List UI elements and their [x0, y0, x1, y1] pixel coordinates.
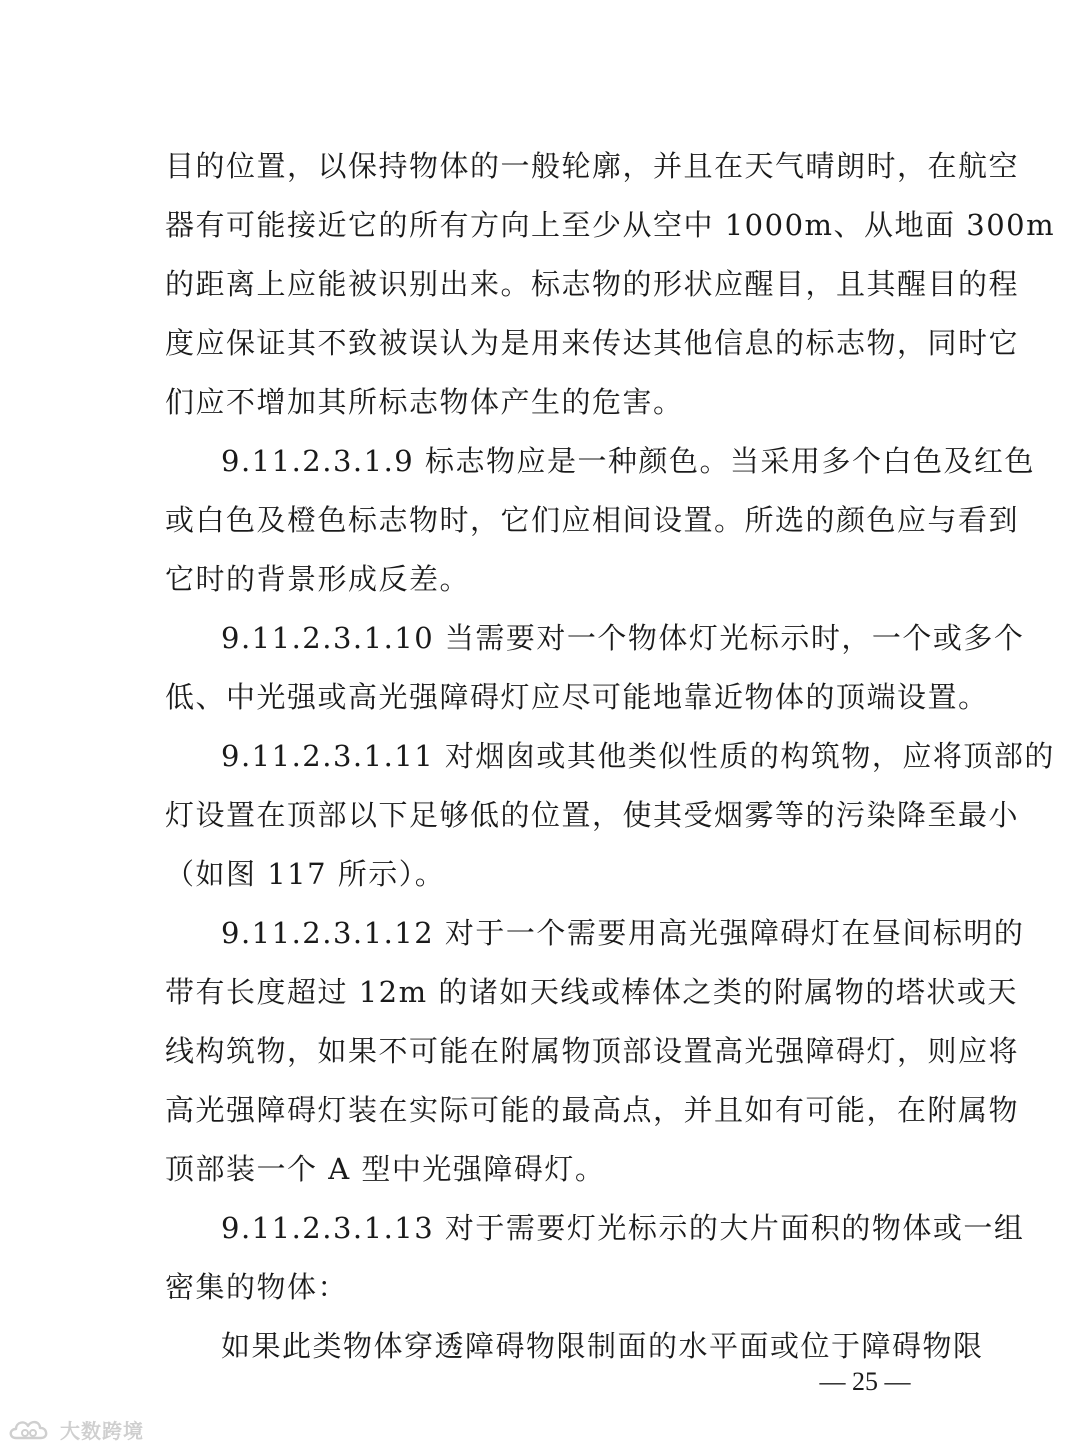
text-line: 们应不增加其所标志物体产生的危害。 [165, 385, 684, 419]
paragraph [165, 432, 1035, 609]
paragraph [165, 137, 1056, 432]
paragraph [165, 1199, 1025, 1317]
text-line: 带有长度超过 12m 的诸如天线或棒体之类的附属物的塔状或天 [165, 975, 1018, 1009]
paragraph [165, 727, 1055, 904]
paragraph [165, 609, 1025, 727]
text-line: 目的位置，以保持物体的一般轮廓，并且在天气晴朗时，在航空 [165, 149, 1020, 183]
text-line: 9.11.2.3.1.13 对于需要灯光标示的大片面积的物体或一组 [221, 1211, 1025, 1245]
text-line: 9.11.2.3.1.11 对烟囱或其他类似性质的构筑物，应将顶部的 [221, 739, 1055, 773]
text-line: 9.11.2.3.1.10 当需要对一个物体灯光标示时，一个或多个 [221, 621, 1025, 655]
body-text [165, 137, 1056, 1376]
text-line: 线构筑物，如果不可能在附属物顶部设置高光强障碍灯，则应将 [165, 1034, 1020, 1068]
text-line: 低、中光强或高光强障碍灯应尽可能地靠近物体的顶端设置。 [165, 680, 989, 714]
text-line: 9.11.2.3.1.12 对于一个需要用高光强障碍灯在昼间标明的 [221, 916, 1025, 950]
text-line: 9.11.2.3.1.9 标志物应是一种颜色。当采用多个白色及红色 [221, 444, 1035, 478]
cloud-logo-icon [6, 1414, 58, 1444]
text-line: 或白色及橙色标志物时，它们应相间设置。所选的颜色应与看到 [165, 503, 1020, 537]
text-line: （如图 117 所示）。 [165, 857, 446, 891]
paragraph [165, 904, 1025, 1199]
text-line: 如果此类物体穿透障碍物限制面的水平面或位于障碍物限 [221, 1329, 984, 1363]
text-line: 密集的物体： [165, 1270, 349, 1304]
watermark [6, 1410, 144, 1448]
text-line: 灯设置在顶部以下足够低的位置，使其受烟雾等的污染降至最小 [165, 798, 1020, 832]
text-line: 高光强障碍灯装在实际可能的最高点，并且如有可能，在附属物 [165, 1093, 1020, 1127]
text-line: 器有可能接近它的所有方向上至少从空中 1000m、从地面 300m [165, 208, 1056, 242]
watermark-text: 大数跨境 [60, 1418, 144, 1443]
page-number: — 25 — [819, 1367, 911, 1396]
paragraph [165, 1317, 984, 1376]
text-line: 顶部装一个 A 型中光强障碍灯。 [165, 1152, 606, 1186]
text-line: 它时的背景形成反差。 [165, 562, 471, 596]
text-line: 的距离上应能被识别出来。标志物的形状应醒目，且其醒目的程 [165, 267, 1020, 301]
text-line: 度应保证其不致被误认为是用来传达其他信息的标志物，同时它 [165, 326, 1020, 360]
